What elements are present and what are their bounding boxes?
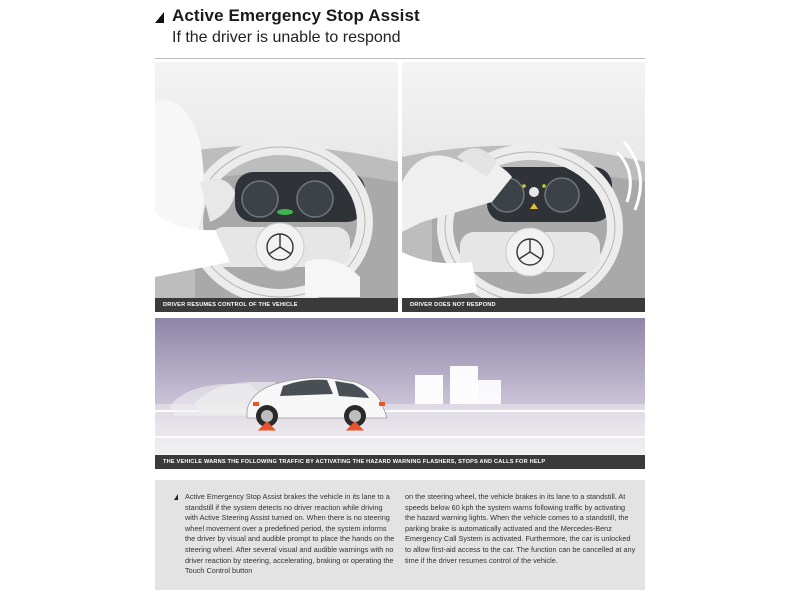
panel-driver-no-response bbox=[402, 62, 645, 312]
title-row bbox=[155, 6, 420, 26]
info-text-column-1: Active Emergency Stop Assist brakes the vehicle in its lane to a standstill if the system detects no driver reaction while driving with Active Steering Assist turned on. When there is no steering wheel movement over a predefined period, the system informs the driver by visual and audible prompt to place the hands on the steering wheel. After several visual and audible warnings with no driver reaction by steering, accelerating, braking or operating the Touch Control button bbox=[185, 492, 395, 576]
top-divider bbox=[155, 58, 645, 59]
info-box bbox=[155, 480, 645, 590]
road-scene-illustration bbox=[155, 318, 645, 469]
caption-vehicle-stops: THE VEHICLE WARNS THE FOLLOWING TRAFFIC BY ACTIVATING THE HAZARD WARNING FLASHERS, STOPS AND CALLS FOR HELP bbox=[155, 455, 645, 469]
caption-driver-resumes: DRIVER RESUMES CONTROL OF THE VEHICLE bbox=[155, 298, 398, 312]
header bbox=[155, 6, 420, 47]
info-triangle-icon bbox=[174, 494, 178, 500]
cockpit-illustration-right bbox=[402, 62, 645, 312]
title-triangle-icon bbox=[155, 12, 164, 23]
page-subtitle: If the driver is unable to respond bbox=[172, 29, 401, 46]
panel-driver-resumes bbox=[155, 62, 398, 312]
cockpit-illustration-left bbox=[155, 62, 398, 312]
info-text-column-2: on the steering wheel, the vehicle brakes in its lane to a standstill. At speeds below 60 kph the system warns following traffic by activating the hazard warning lights. When the vehicle comes to a standstill, the parking brake is automatically activated and the Mercedes-Benz Emergency Call System is activated. Furthermore, the car is unlocked to allow first-aid access to the car. The function can be cancelled at any time if the driver resumes control of the vehicle. bbox=[405, 492, 636, 565]
panel-vehicle-stops bbox=[155, 318, 645, 469]
page-title: Active Emergency Stop Assist bbox=[172, 6, 420, 25]
caption-driver-no-response: DRIVER DOES NOT RESPOND bbox=[402, 298, 645, 312]
